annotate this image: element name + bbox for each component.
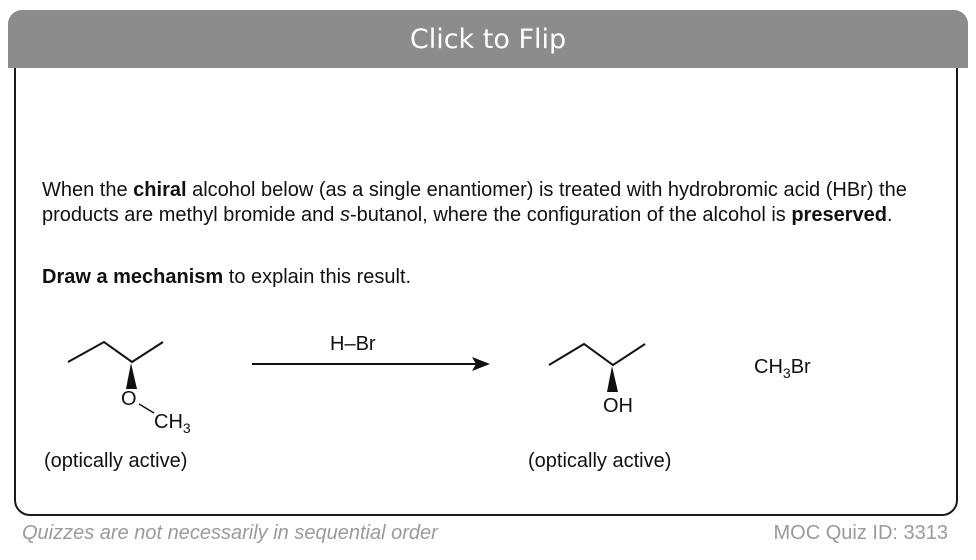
product-oh-label: OH	[603, 395, 633, 417]
preserved-emphasis: preserved	[791, 204, 887, 226]
reactant-oxygen-label: O	[121, 388, 137, 410]
s-italic: s	[339, 204, 350, 226]
reactant-optically-active-label: (optically active)	[44, 450, 188, 472]
methyl-bromide-label: $CH_3Br$	[754, 356, 811, 381]
quiz-id: MOC Quiz ID: 3313	[773, 522, 948, 544]
question-text: When the chiral alcohol below (as a single enantiomer) is treated with hydrobromic acid (HBr) the products are methyl bromide and s-butanol, where the configuration of the alcohol is preserved.	[42, 179, 907, 226]
product-optically-active-label: (optically active)	[528, 450, 672, 472]
instruction-text: Draw a mechanism to explain this result.	[42, 266, 412, 288]
click-to-flip-label: Click to Flip	[409, 23, 567, 55]
click-to-flip-button[interactable]	[8, 10, 968, 68]
product-wedge-bond	[607, 366, 618, 392]
chiral-emphasis: chiral	[133, 179, 187, 201]
reagent-label: H–Br	[330, 333, 376, 355]
product-structure	[549, 344, 645, 365]
reactant-methyl-label: $CH_3$	[154, 411, 191, 436]
reactant-o-ch3-bond	[139, 404, 154, 413]
sequential-order-note: Quizzes are not necessarily in sequential order	[22, 522, 438, 544]
reactant-wedge-bond	[126, 363, 137, 389]
reactant-structure	[68, 342, 163, 362]
